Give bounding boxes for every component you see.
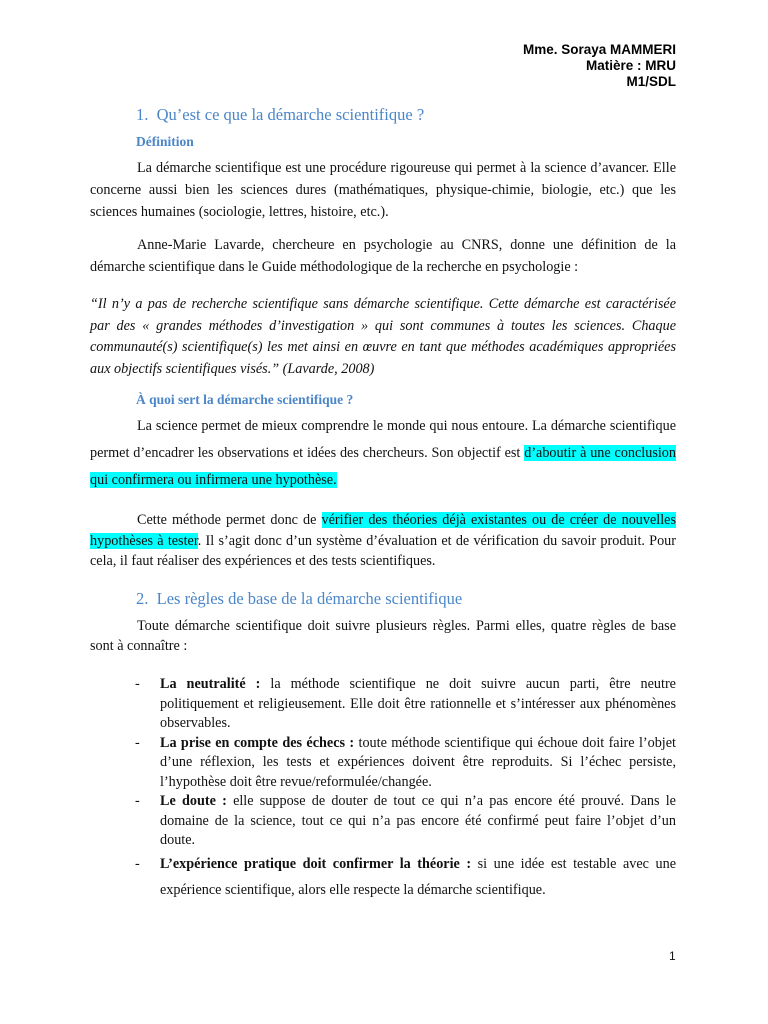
section-2-number: 2. xyxy=(136,589,149,608)
section-2-heading xyxy=(136,589,462,609)
section-2-title: Les règles de base de la démarche scientifique xyxy=(156,589,463,608)
page-header xyxy=(523,42,676,90)
page-number: 1 xyxy=(669,949,676,963)
rule-failures xyxy=(90,734,676,793)
rule-text: la méthode scientifique ne doit suivre aucun parti, être neutre politiquement et religieusement. Elle doit être rationnelle et s’intéresser aux phénomènes observables. xyxy=(160,676,676,731)
paragraph-lavarde xyxy=(90,234,676,278)
paragraph-method-start: Cette méthode permet donc de xyxy=(137,512,322,528)
section-1-heading xyxy=(136,105,424,125)
bullet-dash: - xyxy=(135,676,140,692)
rule-practical-experience xyxy=(90,851,676,903)
section-1-number: 1. xyxy=(136,105,149,124)
bullet-dash: - xyxy=(135,793,140,809)
paragraph-purpose-text: La science permet de mieux comprendre le monde qui nous entoure. La démarche scientifique permet d’encadrer les observations et idées des chercheurs. Son objectif est xyxy=(90,418,676,461)
rule-term: Le doute : xyxy=(160,793,227,809)
section-1-title: Qu’est ce que la démarche scientifique ? xyxy=(156,105,425,124)
rule-neutrality xyxy=(90,675,676,734)
bullet-dash: - xyxy=(135,734,140,751)
paragraph-definition xyxy=(90,157,676,223)
definition-subheading: Définition xyxy=(136,134,194,149)
rule-term: L’expérience pratique doit confirmer la théorie : xyxy=(160,855,472,872)
rules-list xyxy=(90,675,676,903)
highlight-conclusion: d’aboutir à une conclusion qui confirmera ou infirmera une hypothèse. xyxy=(90,445,676,488)
header-level: M1/SDL xyxy=(626,74,676,89)
rules-intro-text: Toute démarche scientifique doit suivre plusieurs règles. Parmi elles, quatre règles de base sont à connaître : xyxy=(90,618,676,654)
rule-term: La prise en compte des échecs : xyxy=(160,734,355,751)
paragraph-method-end: . Il s’agit donc d’un système d’évaluation et de vérification du savoir produit. Pour cela, il faut réaliser des expériences et des tests scientifiques. xyxy=(90,532,676,569)
rule-term: La neutralité : xyxy=(160,676,261,692)
paragraph-lavarde-text: Anne-Marie Lavarde, chercheure en psychologie au CNRS, donne une définition de la démarche scientifique dans le Guide méthodologique de la recherche en psychologie : xyxy=(90,237,676,275)
paragraph-method xyxy=(90,510,676,572)
bullet-dash: - xyxy=(135,855,140,872)
header-subject: Matière : MRU xyxy=(585,58,676,73)
paragraph-rules-intro xyxy=(90,616,676,656)
use-subheading: À quoi sert la démarche scientifique ? xyxy=(136,392,354,407)
rule-text: elle suppose de douter de tout ce qui n’a pas encore été prouvé. Dans le domaine de la science, tout ce qui n’a pas encore été confirmé peut faire l’objet d’un doute. xyxy=(160,793,676,848)
highlight-verify-theories: vérifier des théories déjà existantes ou de créer de nouvelles hypothèses à tester xyxy=(90,512,676,549)
rule-doubt xyxy=(90,792,676,851)
paragraph-definition-text: La démarche scientifique est une procédure rigoureuse qui permet à la science d’avancer. Elle concerne aussi bien les sciences dures (mathématiques, physique-chimie, biologie, etc.) que les sciences humaines (sociologie, lettres, histoire, etc.). xyxy=(90,160,676,220)
paragraph-purpose xyxy=(90,413,676,494)
header-author: Mme. Soraya MAMMERI xyxy=(522,42,676,57)
rule-text: si une idée est testable avec une expérience scientifique, alors elle respecte la démarche scientifique. xyxy=(160,855,676,898)
lavarde-quote: “Il n’y a pas de recherche scientifique sans démarche scientifique. Cette démarche est caractérisée par des « grandes méthodes d’investigation » qui sont communes à toutes les sciences. Chaque communauté(s) scientifique(s) les met ainsi en œuvre en tant que méthodes académiques appropriées aux objectifs scientifiques visés.” (Lavarde, 2008) xyxy=(90,296,676,377)
rule-text: toute méthode scientifique qui échoue doit faire l’objet d’une réflexion, les tests et expériences doivent être reproduits. Si l’échec persiste, l’hypothèse doit être revue/reformulée/changée. xyxy=(160,734,676,790)
